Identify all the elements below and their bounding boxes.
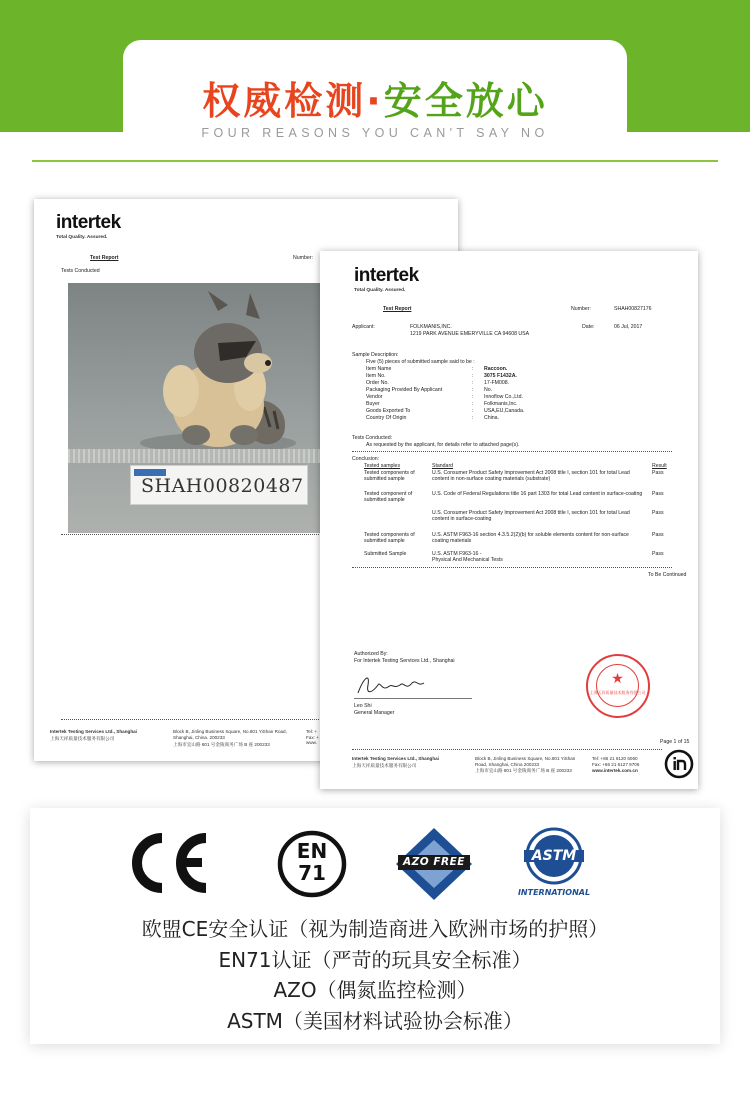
astm-icon — [514, 826, 594, 906]
report-heading: Test Report — [383, 306, 412, 312]
footer-fax: Fax: +86 21 6127 9706 — [592, 762, 640, 767]
photo-sample-number: SHAH00820487 — [141, 475, 304, 497]
signer-title: General Manager — [354, 710, 395, 716]
cert-line-en71: EN71认证（严苛的玩具安全标准） — [218, 947, 532, 972]
footer-tel: Tel: +86 21 6120 6060 — [592, 756, 638, 761]
tests-conducted-heading: Tests Conducted — [61, 268, 100, 274]
en71-mark-icon — [276, 830, 348, 898]
row-sample: Submitted Sample — [364, 551, 407, 557]
field-value: 3075 F1432A. — [484, 373, 517, 379]
field-colon: : — [472, 408, 474, 414]
field-value: China. — [484, 415, 499, 421]
table-rule — [352, 567, 672, 568]
authorized-by: Authorized By: — [354, 651, 388, 657]
title-part-red: 权威检测 — [202, 79, 367, 123]
en71-top-text: EN — [296, 839, 328, 863]
field-label: Item Name — [366, 366, 392, 372]
cert-line-ce: 欧盟CE安全认证（视为制造商进入欧洲市场的护照） — [141, 917, 609, 941]
number-label: Number: — [293, 255, 313, 261]
footer-company-cn: 上海天祥质量技术服务有限公司 — [50, 736, 115, 741]
date-label: Date: — [582, 324, 595, 330]
official-seal — [586, 654, 650, 718]
field-colon: : — [472, 366, 474, 372]
conclusion-label: Conclusion: — [352, 456, 380, 462]
field-colon: : — [472, 401, 474, 407]
test-report-front — [320, 251, 698, 789]
footer-web: www.intertek.com.cn — [592, 768, 638, 773]
footer-address-cn: 上海市宜山路 801 号金陵商务广场 B 座 200233 — [173, 742, 270, 747]
footer-address-cn: 上海市宜山路 801 号金陵商务广场 B 座 200233 — [475, 768, 572, 773]
field-colon: : — [472, 394, 474, 400]
applicant-address: 1219 PARK AVENUE EMERYVILLE CA 94608 USA — [410, 331, 530, 337]
number-label: Number: — [571, 306, 591, 312]
certifications-card — [30, 808, 720, 1044]
applicant-label: Applicant: — [352, 324, 375, 330]
seal-star-icon: ★ — [611, 670, 624, 686]
row-standard: U.S. ASTM F963-16 section 4.3.5.2(2)(b) for soluble elements content for non-surface coating materials — [432, 532, 629, 545]
tests-conducted-label: Tests Conducted: — [352, 435, 393, 441]
intertek-logo: intertek — [56, 212, 121, 233]
astm-text: ASTM — [531, 848, 577, 864]
footer-contact: Tel: + Fax: + www. — [306, 729, 319, 746]
photo-ruler — [68, 449, 324, 463]
field-value: Innoflow Co.,Ltd. — [484, 394, 523, 400]
logo-tagline: Total Quality. Assured. — [56, 235, 108, 240]
row-sample: Tested component of submitted sample — [364, 491, 413, 504]
page-number: Page 1 of 15 — [660, 739, 690, 745]
row-result: Pass — [652, 510, 664, 516]
field-value: No. — [484, 387, 493, 393]
footer-company: Intertek Testing Services Ltd., Shanghai — [50, 729, 137, 734]
report-heading: Test Report — [90, 255, 119, 261]
sample-photo — [68, 283, 324, 533]
title-part-green: 安全放心 — [383, 79, 548, 123]
row-result: Pass — [652, 551, 664, 557]
title-dot: · — [366, 79, 384, 123]
applicant-name: FOLKMANIS,INC. — [410, 324, 452, 330]
cert-line-azo: AZO（偶氮监控检测） — [273, 978, 477, 1002]
col-samples-header: Tested samples — [364, 463, 401, 469]
field-value: Folkmanis,Inc. — [484, 401, 518, 407]
cert-line-astm: ASTM（美国材料试验协会标准） — [227, 1008, 523, 1033]
field-value: Raccoon. — [484, 366, 508, 372]
field-label: Buyer — [366, 401, 380, 407]
field-label: Item No. — [366, 373, 386, 379]
intertek-badge-icon — [664, 749, 694, 779]
ce-mark-icon — [122, 830, 212, 896]
row-sample: Tested components of submitted sample — [364, 532, 415, 545]
footer-company-cn: 上海天祥质量技术服务有限公司 — [352, 763, 417, 768]
certification-descriptions — [30, 914, 720, 1036]
footer-rule — [352, 749, 662, 750]
field-colon: : — [472, 387, 474, 393]
footer-company: Intertek Testing Services Ltd., Shanghai — [352, 756, 439, 761]
row-standard: U.S. Consumer Product Safety Improvement Act 2008 title I, section 101 for total Lead content in non-surface coating materials (substrate) — [432, 470, 630, 483]
sample-description-label: Sample Description: — [352, 352, 399, 358]
astm-subtext: INTERNATIONAL — [517, 888, 591, 897]
row-standard: U.S. Code of Federal Regulations title 16 part 1303 for total Lead content in surface-coating — [432, 491, 643, 497]
field-label: Packaging Provided By Applicant — [366, 387, 443, 393]
to-be-continued: To Be Continued — [648, 572, 687, 578]
col-standard-header: Standard — [432, 463, 454, 469]
signature-icon — [354, 671, 444, 699]
row-sample: Tested components of submitted sample — [364, 470, 415, 483]
field-label: Order No. — [366, 380, 389, 386]
sample-intro: Five (5) pieces of submitted sample said to be : — [366, 359, 475, 365]
field-colon: : — [472, 415, 474, 421]
col-result-header: Result — [652, 463, 667, 469]
row-result: Pass — [652, 491, 664, 497]
field-label: Goods Exported To — [366, 408, 411, 414]
field-label: Country Of Origin — [366, 415, 407, 421]
header-divider — [32, 160, 718, 162]
logo-tagline: Total Quality. Assured. — [354, 288, 406, 293]
section-rule — [352, 451, 672, 452]
footer-address: Block B, Jinling Business Square, No.801 YiShan Road, Shanghai, China. 200233 — [173, 729, 287, 740]
field-value: USA,EU,Canada. — [484, 408, 525, 414]
row-result: Pass — [652, 532, 664, 538]
row-standard: U.S. Consumer Product Safety Improvement Act 2008 title I, section 101 for total Lead content in surface-coating — [432, 510, 630, 523]
tests-conducted-text: As requested by the applicant, for details refer to attached page(s). — [366, 442, 520, 448]
azo-free-icon — [394, 826, 474, 902]
field-label: Vendor — [366, 394, 383, 400]
seal-text: 上海天祥质量技术服务有限公司 — [589, 690, 646, 695]
intertek-logo: intertek — [354, 265, 419, 286]
date-value: 06 Jul, 2017 — [614, 324, 643, 330]
number-value: SHAH00827176 — [614, 306, 652, 312]
signer-name: Leo Shi — [354, 703, 372, 709]
title-tab — [123, 40, 627, 165]
azo-free-text: AZO FREE — [403, 856, 465, 868]
en71-bottom-text: 71 — [298, 861, 326, 885]
field-value: 17-FM008. — [484, 380, 510, 386]
row-result: Pass — [652, 470, 664, 476]
field-colon: : — [472, 373, 474, 379]
row-standard: U.S. ASTM F963-16 - Physical And Mechanical Tests — [432, 551, 503, 564]
photo-sample-tag — [130, 465, 308, 505]
field-colon: : — [472, 380, 474, 386]
signature-line — [354, 698, 472, 699]
page-subtitle: FOUR REASONS YOU CAN'T SAY NO — [201, 126, 549, 140]
page-title — [123, 70, 627, 125]
footer-address: Block B, Jinling Business Square, No.801 YiShan Road, Shanghai, China 200233 — [475, 756, 576, 767]
authorized-company: For Intertek Testing Services Ltd., Shanghai — [354, 658, 455, 664]
